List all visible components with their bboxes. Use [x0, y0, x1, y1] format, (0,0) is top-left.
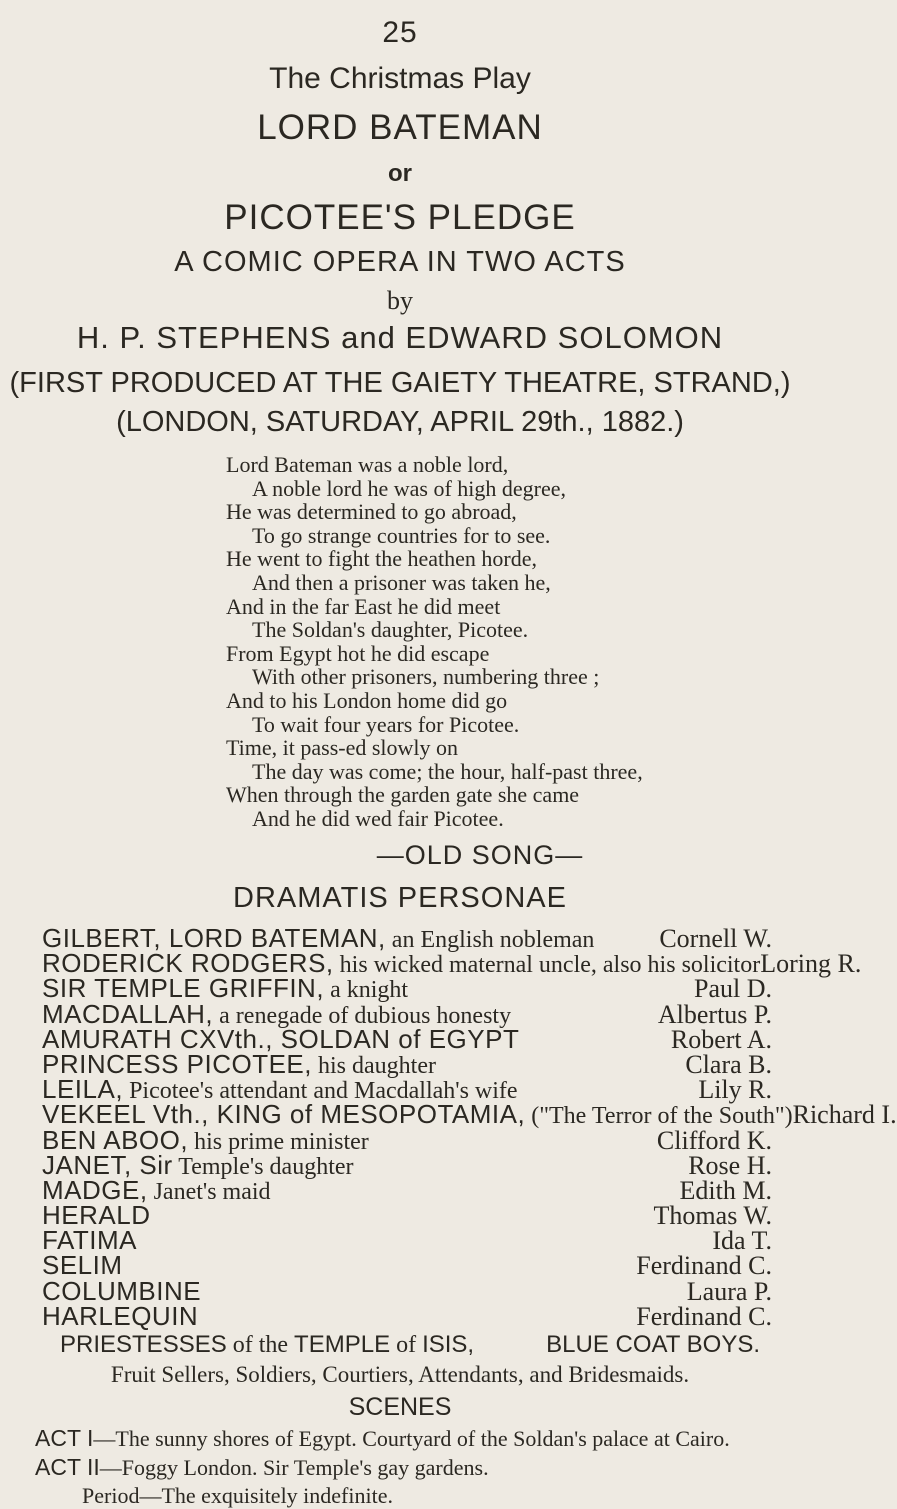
opera-subtitle: A COMIC OPERA IN TWO ACTS — [174, 246, 626, 278]
cast-actor: Ida T. — [712, 1226, 772, 1256]
cast-role-name: MADGE, — [42, 1174, 148, 1205]
cast-role-description: Picotee's attendant and Macdallah's wife — [123, 1078, 518, 1105]
cast-role-name: SIR TEMPLE GRIFFIN, — [42, 973, 325, 1004]
cast-actor: Clara B. — [685, 1049, 772, 1079]
play-heading: The Christmas Play — [269, 62, 531, 95]
cast-actor: Richard I. — [792, 1100, 897, 1130]
cast-role-name: MACDALLAH, — [42, 998, 214, 1029]
cast-role-description: his daughter — [312, 1052, 436, 1079]
ballad-line: When through the garden gate she came — [226, 782, 580, 808]
ballad-line: And then a prisoner was taken he, — [252, 569, 551, 595]
act-line — [35, 1454, 489, 1481]
cast-actor: Edith M. — [679, 1175, 772, 1205]
ensemble-line-2: Fruit Sellers, Soldiers, Courtiers, Attendants, and Bridesmaids. — [110, 1362, 690, 1388]
opera-title: LORD BATEMAN — [257, 108, 543, 147]
cast-role-description: his wicked maternal uncle, also his solicitor — [333, 952, 761, 979]
ballad-line: With other prisoners, numbering three ; — [252, 664, 600, 690]
cast-role-name: PRINCESS PICOTEE, — [42, 1048, 312, 1079]
ballad-line: The Soldan's daughter, Picotee. — [252, 617, 529, 643]
cast-actor: Lily R. — [698, 1075, 772, 1105]
ballad-line: He went to fight the heathen horde, — [226, 546, 537, 572]
cast-role-description: an English nobleman — [385, 927, 595, 953]
ensemble-part: of — [390, 1332, 423, 1359]
cast-row — [42, 1149, 772, 1180]
ensemble-part: PRIESTESSES — [60, 1331, 227, 1359]
cast-actor: Clifford K. — [656, 1125, 772, 1155]
cast-role-name: VEKEEL Vth., KING of MESOPOTAMIA, — [42, 1099, 526, 1130]
ensemble-blue-coat-boys: BLUE COAT BOYS. — [546, 1331, 760, 1359]
ensemble-priestesses — [60, 1331, 474, 1359]
cast-role-description: Temple's daughter — [172, 1153, 354, 1180]
page-number: 25 — [382, 16, 418, 49]
act-description: —Foggy London. Sir Temple's gay gardens. — [99, 1455, 489, 1481]
cast-actor: Ferdinand C. — [636, 1301, 772, 1331]
cast-role-name: SELIM — [42, 1250, 123, 1281]
cast-actor: Thomas W. — [653, 1201, 772, 1231]
cast-role-description: a knight — [324, 977, 409, 1004]
act-label: ACT I — [35, 1425, 94, 1452]
cast-role-name: HERALD — [42, 1200, 151, 1231]
ensemble-part: ISIS, — [422, 1331, 475, 1359]
ballad-line: He was determined to go abroad, — [226, 499, 517, 525]
production-note-line-1: (FIRST PRODUCED AT THE GAIETY THEATRE, STRAND,) — [9, 367, 791, 399]
cast-role-name: LEILA, — [42, 1074, 124, 1105]
song-credit: —OLD SONG— — [376, 840, 584, 870]
cast-actor: Paul D. — [694, 974, 772, 1004]
cast-role — [42, 1300, 199, 1331]
ballad-line: Lord Bateman was a noble lord, — [226, 452, 509, 477]
or-word: or — [388, 160, 412, 187]
ballad-line: From Egypt hot he did escape — [226, 640, 490, 666]
alternate-title: PICOTEE'S PLEDGE — [224, 198, 576, 237]
cast-list — [42, 923, 897, 1331]
dramatis-personae-heading: DRAMATIS PERSONAE — [233, 882, 567, 914]
ballad-line: And he did wed fair Picotee. — [252, 805, 504, 831]
production-note-line-2: (LONDON, SATURDAY, APRIL 29th., 1882.) — [116, 406, 684, 438]
authors: H. P. STEPHENS and EDWARD SOLOMON — [76, 320, 724, 355]
act-line — [35, 1425, 730, 1452]
ballad-line: To wait four years for Picotee. — [252, 711, 520, 737]
cast-actor: Robert A. — [670, 1024, 772, 1054]
cast-role-name: BEN ABOO, — [42, 1124, 189, 1155]
cast-role-name: JANET, Sir — [42, 1149, 173, 1180]
cast-role-name: RODERICK RODGERS, — [42, 948, 334, 979]
cast-role-name: COLUMBINE — [42, 1275, 202, 1306]
ballad-line: And to his London home did go — [226, 687, 508, 713]
cast-row — [42, 1200, 772, 1231]
ballad-line: To go strange countries for to see. — [252, 522, 551, 548]
ensemble-part: of the — [226, 1332, 295, 1359]
cast-role-name: FATIMA — [42, 1225, 137, 1256]
cast-actor: Ferdinand C. — [636, 1251, 772, 1281]
cast-role-name: GILBERT, LORD BATEMAN, — [42, 923, 386, 953]
ballad-line: Time, it pass-ed slowly on — [226, 735, 459, 761]
act-label: ACT II — [35, 1454, 100, 1481]
cast-role-description: a renegade of dubious honesty — [213, 1002, 512, 1029]
cast-actor: Rose H. — [688, 1150, 772, 1180]
period-note: Period—The exquisitely indefinite. — [82, 1483, 393, 1509]
ballad-line: A noble lord he was of high degree, — [252, 475, 567, 501]
by-word: by — [387, 286, 413, 315]
cast-actor: Laura P. — [686, 1276, 772, 1306]
cast-row — [42, 1174, 772, 1205]
ensemble-line-1 — [60, 1331, 760, 1359]
cast-role-description: ("The Terror of the South") — [525, 1103, 793, 1130]
cast-actor: Albertus P. — [657, 999, 772, 1029]
ensemble-part: TEMPLE — [294, 1331, 391, 1359]
ballad-line: The day was come; the hour, half-past three, — [252, 758, 643, 784]
cast-role-description: Janet's maid — [147, 1178, 271, 1205]
cast-role-name: AMURATH CXVth., SOLDAN of EGYPT — [42, 1023, 520, 1054]
ballad-verse — [226, 453, 786, 831]
cast-row — [42, 1048, 772, 1079]
cast-row — [42, 1300, 772, 1331]
cast-role-name: HARLEQUIN — [42, 1300, 199, 1331]
ballad-line: And in the far East he did meet — [226, 593, 501, 619]
cast-actor: Cornell W. — [659, 924, 772, 953]
cast-row — [42, 1225, 772, 1256]
cast-actor: Loring R. — [760, 949, 862, 979]
act-description: —The sunny shores of Egypt. Courtyard of the Soldan's palace at Cairo. — [93, 1426, 730, 1452]
scenes-heading: SCENES — [348, 1393, 452, 1422]
cast-role-description: his prime minister — [188, 1128, 369, 1155]
